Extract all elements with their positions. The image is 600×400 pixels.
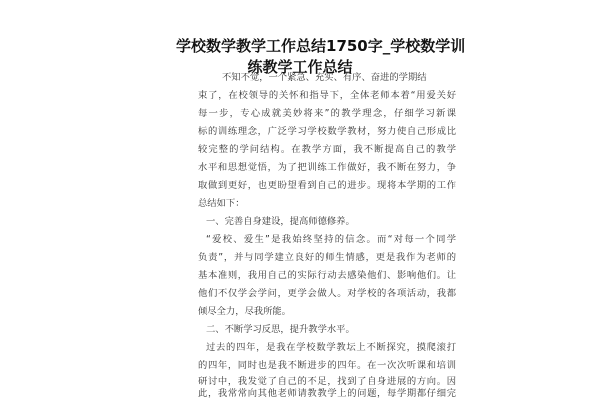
body-line: 过去的四年，是我在学校数学教坛上不断探究，摸爬滚打 xyxy=(206,342,456,353)
body-line: 研讨中，我发觉了自己的不足，找到了自身进展的方向。因 xyxy=(198,376,456,387)
body-line: 每一步，专心成就美妙将来”的教学理念，仔细学习新课 xyxy=(198,108,456,119)
body-line: 不知不觉，一个紧急、充实、有序、奋进的学期结 xyxy=(222,72,427,83)
body-line: 水平和思想觉悟，为了把训练工作做好，我不断在努力，争 xyxy=(198,162,456,173)
body-line: “爱校、爱生”是我始终坚持的信念。而“对每一个同学 xyxy=(206,234,456,245)
body-line: 负责”，并与同学建立良好的师生情感，更是我作为老师的 xyxy=(198,252,456,263)
document-title-line-2: 练教学工作总结 xyxy=(247,58,353,76)
document-title-line-1: 学校数学教学工作总结1750字_学校数学训 xyxy=(176,37,466,55)
body-line: 基本准则，我用自己的实际行动去感染他们、影响他们。让 xyxy=(198,270,456,281)
body-line: 较完整的学问结构。在教学方面，我不断提高自己的教学 xyxy=(198,144,456,155)
body-line: 总结如下： xyxy=(198,198,245,209)
body-line: 此，我常常向其他老师请教教学上的问题，每学期都仔细完 xyxy=(198,388,456,399)
body-line: 取做到更好，也更盼望看到自己的进步。现将本学期的工作 xyxy=(198,180,456,191)
body-line: 倾尽全力，尽我所能。 xyxy=(198,306,291,317)
section-heading: 一、完善自身建设，提高师德修养。 xyxy=(206,216,355,227)
body-line: 束了，在校领导的关怀和指导下，全体老师本着“用爱关好 xyxy=(198,90,456,101)
body-line: 标的训练理念，广泛学习学校数学教材，努力使自己形成比 xyxy=(198,126,456,137)
body-line: 他们不仅学会学问，更学会做人。对学校的各项活动，我都 xyxy=(198,288,456,299)
body-line: 的四年，同时也是我不断进步的四年。在一次次听课和培训 xyxy=(198,360,456,371)
section-heading: 二、不断学习反思，提升教学水平。 xyxy=(206,324,355,335)
